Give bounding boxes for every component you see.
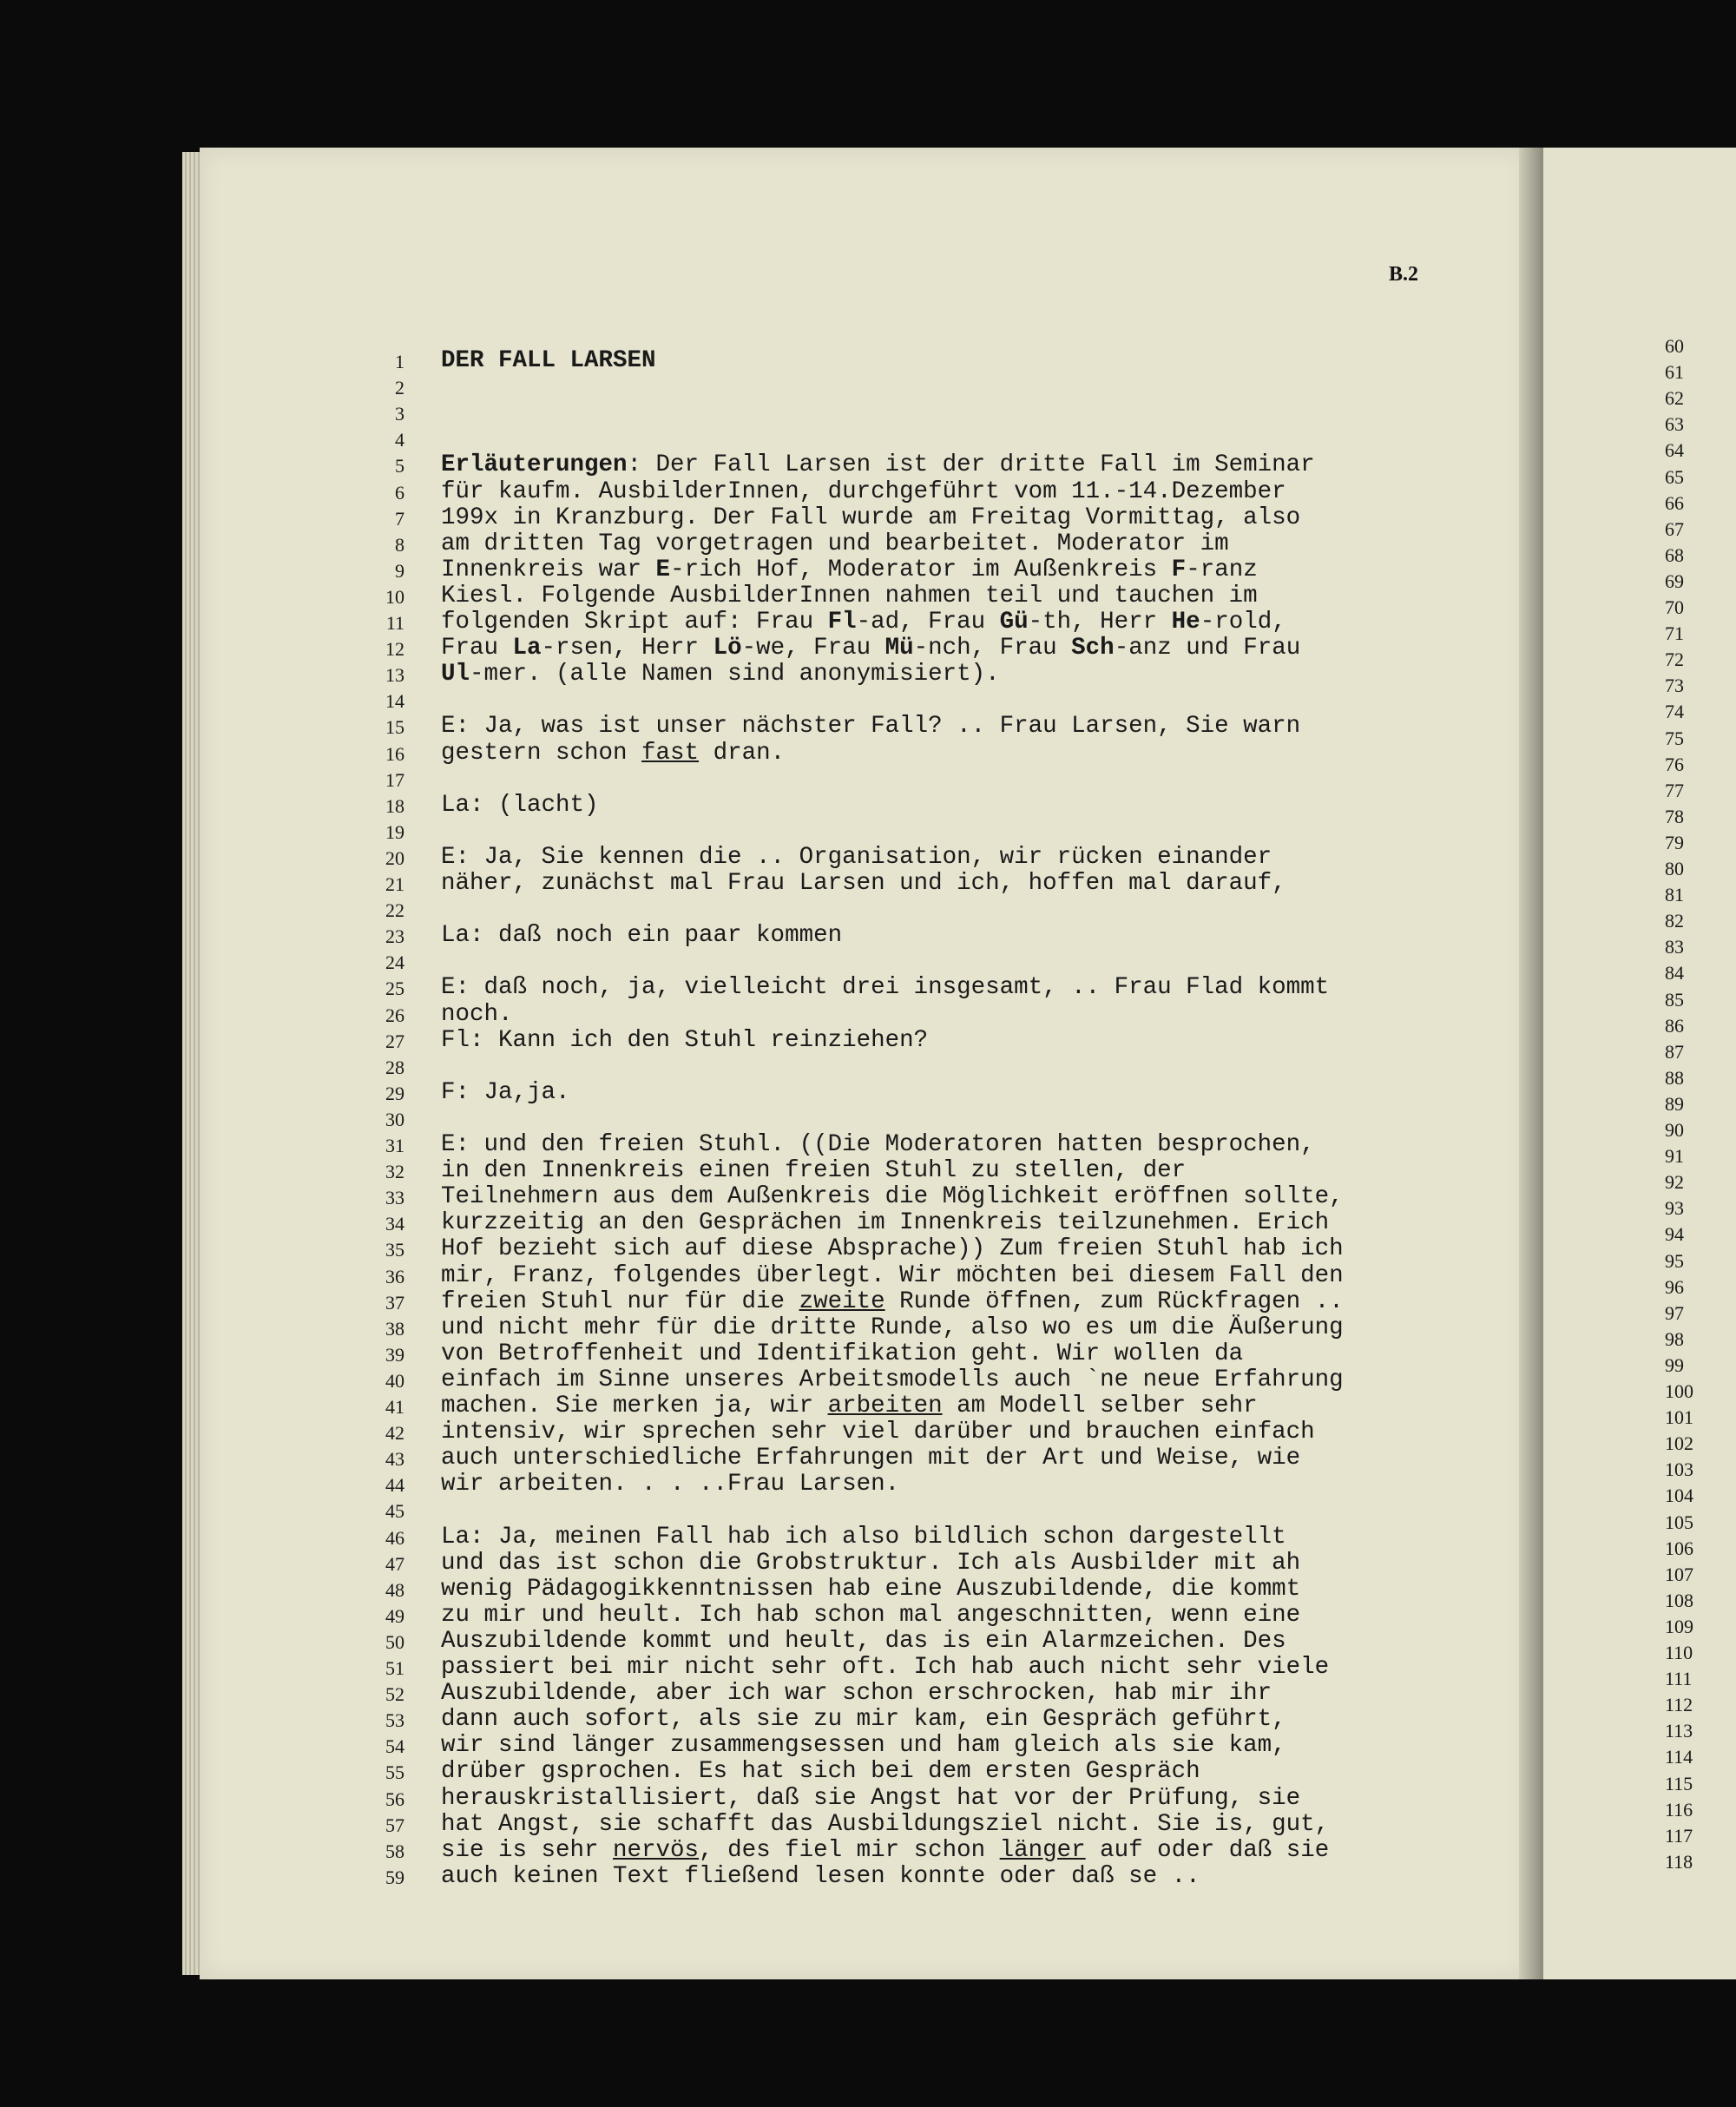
right-line-number: 71	[1665, 622, 1684, 645]
right-line-number: 61	[1665, 361, 1684, 384]
right-page	[1543, 148, 1736, 1979]
right-line-number: 86	[1665, 1014, 1684, 1037]
line-number: 57	[385, 1814, 404, 1836]
right-line-number: 109	[1665, 1615, 1693, 1637]
text-segment: einfach im Sinne unseres Arbeitsmodells auch `ne neue Erfahrung	[441, 1366, 1344, 1393]
line-text	[441, 451, 1315, 478]
text-segment: Teilnehmern aus dem Außenkreis die Möglichkeit eröffnen sollte,	[441, 1183, 1344, 1211]
text-segment: mir, Franz, folgendes überlegt. Wir möchten bei diesem Fall den	[441, 1261, 1344, 1289]
right-line-number: 70	[1665, 596, 1684, 618]
line-number: 38	[385, 1317, 404, 1340]
text-segment: herauskristallisiert, daß sie Angst hat vor der Prüfung, sie	[441, 1784, 1301, 1812]
text-segment: folgenden Skript auf: Frau	[441, 609, 828, 635]
right-line-number: 64	[1665, 439, 1684, 462]
line-number: 35	[385, 1239, 404, 1261]
text-segment: Auszubildende, aber ich war schon erschrocken, hab mir ihr	[441, 1680, 1272, 1708]
line-text	[441, 1628, 1286, 1655]
right-line-number: 78	[1665, 805, 1684, 827]
right-line-number: 89	[1665, 1092, 1684, 1115]
text-segment: Kiesl. Folgende AusbilderInnen nahmen teil und tauchen im	[441, 582, 1258, 609]
bold-text: Mü	[884, 635, 914, 662]
line-number: 43	[385, 1448, 404, 1471]
line-number: 19	[385, 820, 404, 843]
text-segment: in den Innenkreis einen freien Stuhl zu stellen, der	[441, 1157, 1187, 1185]
line-text	[441, 1393, 1258, 1419]
line-number: 58	[385, 1840, 404, 1862]
text-segment: dran.	[699, 739, 786, 767]
text-segment: am dritten Tag vorgetragen und bearbeitet. Moderator im	[441, 530, 1229, 557]
line-number: 5	[395, 455, 404, 477]
line-number: 27	[385, 1030, 404, 1052]
right-line-number: 69	[1665, 570, 1684, 592]
line-text	[441, 740, 785, 767]
line-text	[441, 1288, 1344, 1315]
text-segment: wir arbeiten. . . ..Frau Larsen.	[441, 1471, 900, 1498]
right-line-number: 117	[1665, 1824, 1693, 1847]
line-number: 8	[395, 533, 404, 556]
text-segment: machen. Sie merken ja, wir	[441, 1393, 828, 1419]
line-text	[441, 870, 1286, 897]
line-number: 23	[385, 925, 404, 948]
text-segment: Runde öffnen, zum Rückfragen ..	[884, 1287, 1344, 1315]
right-line-number: 82	[1665, 910, 1684, 932]
text-segment: freien Stuhl nur für die	[441, 1287, 799, 1315]
text-segment: intensiv, wir sprechen sehr viel darüber und brauchen einfach	[441, 1419, 1315, 1446]
line-text	[441, 504, 1300, 531]
text-segment: , des fiel mir schon	[699, 1836, 1000, 1864]
right-line-number: 111	[1665, 1668, 1693, 1690]
line-number: 48	[385, 1578, 404, 1601]
line-text	[441, 1550, 1300, 1577]
bold-text: Lö	[713, 635, 742, 662]
text-segment: E: und den freien Stuhl. ((Die Moderatoren hatten besprochen,	[441, 1131, 1315, 1158]
line-text	[441, 922, 842, 949]
line-text	[441, 635, 1300, 662]
right-line-number: 116	[1665, 1798, 1693, 1821]
text-segment: am Modell selber sehr	[942, 1393, 1258, 1419]
text-segment: und das ist schon die Grobstruktur. Ich als Ausbilder mit ah	[441, 1549, 1301, 1577]
line-number: 37	[385, 1291, 404, 1314]
right-line-number: 83	[1665, 936, 1684, 958]
line-text	[441, 1001, 513, 1028]
right-line-number: 81	[1665, 884, 1684, 906]
bold-text: Ul	[441, 661, 470, 688]
underlined-text: länger	[999, 1836, 1086, 1864]
text-segment: : Der Fall Larsen ist der dritte Fall im Seminar	[627, 451, 1315, 479]
line-number: 10	[385, 585, 404, 608]
line-number: 30	[385, 1108, 404, 1130]
text-segment: -anz und Frau	[1114, 635, 1301, 662]
line-number: 6	[395, 481, 404, 504]
line-number: 17	[385, 768, 404, 791]
text-segment: -rold,	[1200, 609, 1286, 635]
right-line-number: 73	[1665, 675, 1684, 697]
line-number: 49	[385, 1604, 404, 1627]
right-line-number: 62	[1665, 387, 1684, 410]
right-line-number: 75	[1665, 727, 1684, 749]
line-text	[441, 1027, 928, 1054]
underlined-text: fast	[641, 739, 700, 767]
line-number: 4	[395, 429, 404, 451]
line-text	[441, 1706, 1286, 1733]
right-line-number: 96	[1665, 1275, 1684, 1298]
right-line-number: 100	[1665, 1380, 1693, 1402]
line-text	[441, 1262, 1344, 1289]
text-segment: F: Ja,ja.	[441, 1078, 570, 1106]
text-segment: E: daß noch, ja, vielleicht drei insgesamt, .. Frau Flad kommt	[441, 974, 1330, 1002]
right-line-number: 85	[1665, 988, 1684, 1011]
text-segment: Innenkreis war	[441, 556, 656, 583]
line-number: 39	[385, 1343, 404, 1366]
text-segment: Auszubildende kommt und heult, das is ein Alarmzeichen. Des	[441, 1627, 1286, 1655]
line-text	[441, 1445, 1300, 1472]
right-line-number: 113	[1665, 1720, 1693, 1742]
line-number: 14	[385, 690, 404, 713]
underlined-text: zweite	[799, 1287, 885, 1315]
right-line-number: 65	[1665, 465, 1684, 488]
text-segment: -th, Herr	[1028, 609, 1172, 635]
line-number: 22	[385, 899, 404, 922]
line-text	[441, 844, 1272, 871]
line-text	[441, 661, 1000, 688]
bold-text: E	[655, 556, 671, 583]
text-segment: Fl: Kann ich den Stuhl reinziehen?	[441, 1026, 929, 1054]
line-number: 45	[385, 1500, 404, 1523]
right-line-number: 110	[1665, 1642, 1693, 1663]
line-number: 52	[385, 1683, 404, 1706]
line-number: 54	[385, 1735, 404, 1758]
right-line-number: 115	[1665, 1772, 1693, 1794]
text-segment: auf oder daß sie	[1085, 1836, 1330, 1864]
right-line-number: 63	[1665, 413, 1684, 436]
line-number: 13	[385, 664, 404, 687]
text-segment: La: (lacht)	[441, 791, 599, 819]
text-segment: -mer. (alle Namen sind anonymisiert).	[470, 661, 1000, 688]
line-text	[441, 583, 1258, 609]
line-number: 36	[385, 1265, 404, 1287]
line-number: 7	[395, 507, 404, 530]
text-segment: zu mir und heult. Ich hab schon mal angeschnitten, wenn eine	[441, 1601, 1301, 1629]
line-text	[441, 478, 1286, 505]
text-segment: von Betroffenheit und Identifikation geht. Wir wollen da	[441, 1340, 1244, 1367]
line-number: 53	[385, 1709, 404, 1732]
line-text	[441, 1654, 1329, 1681]
line-number: 32	[385, 1161, 404, 1183]
line-number: 31	[385, 1135, 404, 1156]
line-number: 55	[385, 1761, 404, 1784]
text-segment: E: Ja, was ist unser nächster Fall? .. Frau Larsen, Sie warn	[441, 713, 1301, 741]
right-line-number: 94	[1665, 1223, 1684, 1246]
right-line-number: 95	[1665, 1249, 1684, 1272]
text-segment: drüber gsprochen. Es hat sich bei dem ersten Gespräch	[441, 1758, 1200, 1786]
line-text	[441, 1863, 1200, 1890]
text-segment: Hof bezieht sich auf diese Absprache)) Zum freien Stuhl hab ich	[441, 1235, 1344, 1263]
line-number: 21	[385, 873, 404, 895]
text-segment: Frau	[441, 635, 513, 662]
line-text	[441, 1157, 1186, 1184]
bold-text: Erläuterungen	[441, 451, 628, 479]
right-line-number: 80	[1665, 858, 1684, 879]
text-segment: gestern schon	[441, 739, 642, 767]
line-number: 3	[395, 403, 404, 425]
line-number: 29	[385, 1082, 404, 1104]
line-text	[441, 1680, 1272, 1707]
bold-text: DER FALL LARSEN	[441, 347, 656, 374]
text-segment: hat Angst, sie schafft das Ausbildungsziel nicht. Sie is, gut,	[441, 1810, 1330, 1838]
right-line-number: 102	[1665, 1432, 1693, 1455]
right-line-number: 79	[1665, 831, 1684, 853]
right-line-number: 108	[1665, 1589, 1693, 1611]
right-line-number: 84	[1665, 962, 1684, 984]
line-number: 20	[385, 846, 404, 869]
line-number: 40	[385, 1369, 404, 1392]
line-text	[441, 1837, 1329, 1864]
line-number: 16	[385, 742, 404, 765]
line-number: 56	[385, 1788, 404, 1810]
text-segment: -we, Frau	[741, 635, 885, 662]
right-line-number: 74	[1665, 701, 1684, 723]
right-line-number: 66	[1665, 491, 1684, 514]
text-segment: passiert bei mir nicht sehr oft. Ich hab auch nicht sehr viele	[441, 1654, 1330, 1681]
line-number: 50	[385, 1630, 404, 1653]
line-text	[441, 1732, 1286, 1759]
line-text	[441, 792, 599, 819]
line-number: 11	[385, 612, 404, 634]
text-segment: für kaufm. AusbilderInnen, durchgeführt vom 11.-14.Dezember	[441, 477, 1286, 505]
line-text	[441, 1471, 899, 1498]
line-text	[441, 1314, 1344, 1341]
right-line-number: 107	[1665, 1563, 1693, 1585]
line-number: 46	[385, 1526, 404, 1549]
text-segment: auch keinen Text fließend lesen konnte oder daß se ..	[441, 1862, 1200, 1890]
line-text	[441, 347, 656, 374]
text-segment: noch.	[441, 1000, 513, 1028]
bold-text: Sch	[1071, 635, 1115, 662]
line-number: 28	[385, 1056, 404, 1078]
line-text	[441, 1602, 1300, 1629]
line-number: 9	[395, 559, 404, 582]
line-text	[441, 556, 1258, 583]
text-segment: -ad, Frau	[856, 609, 1000, 635]
text-segment: -rsen, Herr	[541, 635, 713, 662]
line-text	[441, 1576, 1300, 1603]
line-text	[441, 1209, 1329, 1236]
right-line-number: 114	[1665, 1746, 1693, 1768]
text-segment: E: Ja, Sie kennen die .. Organisation, wir rücken einander	[441, 843, 1272, 871]
text-segment: La: Ja, meinen Fall hab ich also bildlich schon dargestellt	[441, 1523, 1286, 1551]
bold-text: He	[1171, 609, 1200, 635]
right-line-number: 67	[1665, 517, 1684, 540]
line-number: 59	[385, 1866, 404, 1888]
right-line-number: 103	[1665, 1458, 1693, 1481]
line-number: 12	[385, 638, 404, 661]
underlined-text: nervös	[613, 1836, 700, 1864]
text-segment: 199x in Kranzburg. Der Fall wurde am Freitag Vormittag, also	[441, 504, 1301, 531]
bold-text: Gü	[999, 609, 1029, 635]
right-line-number: 60	[1665, 335, 1684, 357]
line-number: 26	[385, 1004, 404, 1026]
right-line-number: 91	[1665, 1145, 1684, 1168]
line-number: 1	[395, 351, 404, 372]
line-text	[441, 1079, 570, 1106]
line-number: 15	[385, 716, 404, 739]
line-number: 34	[385, 1213, 404, 1235]
bold-text: Fl	[827, 609, 857, 635]
bold-text: La	[512, 635, 542, 662]
line-text	[441, 1366, 1344, 1393]
text-segment: -ranz	[1186, 556, 1258, 583]
line-number: 41	[385, 1396, 404, 1418]
right-line-number: 97	[1665, 1301, 1684, 1324]
line-text	[441, 1131, 1315, 1158]
line-number: 33	[385, 1187, 404, 1209]
bold-text: F	[1171, 556, 1187, 583]
line-number: 18	[385, 794, 404, 817]
book-gutter	[1519, 148, 1543, 1979]
right-line-number: 112	[1665, 1694, 1693, 1716]
line-text	[441, 530, 1229, 557]
text-segment: wir sind länger zusammengsessen und ham gleich als sie kam,	[441, 1732, 1286, 1760]
text-segment: dann auch sofort, als sie zu mir kam, ein Gespräch geführt,	[441, 1706, 1286, 1734]
line-number: 44	[385, 1474, 404, 1497]
line-number: 42	[385, 1422, 404, 1445]
right-line-number: 93	[1665, 1197, 1684, 1220]
line-number: 2	[395, 377, 404, 399]
text-segment: -nch, Frau	[913, 635, 1072, 662]
right-line-number: 105	[1665, 1511, 1693, 1533]
text-segment: La: daß noch ein paar kommen	[441, 922, 843, 950]
line-text	[441, 1758, 1200, 1785]
line-text	[441, 1419, 1315, 1445]
line-text	[441, 1811, 1329, 1838]
line-number: 25	[385, 978, 404, 1000]
right-line-number: 76	[1665, 753, 1684, 775]
page-id: B.2	[1389, 263, 1419, 286]
right-line-number: 92	[1665, 1171, 1684, 1194]
line-text	[441, 974, 1329, 1001]
line-number: 51	[385, 1657, 404, 1679]
right-line-number: 98	[1665, 1327, 1684, 1350]
line-number: 47	[385, 1552, 404, 1575]
text-segment: sie is sehr	[441, 1836, 614, 1864]
right-line-number: 68	[1665, 543, 1684, 566]
right-line-number: 118	[1665, 1850, 1693, 1873]
text-segment: wenig Pädagogikkenntnissen hab eine Auszubildende, die kommt	[441, 1575, 1301, 1603]
right-line-number: 88	[1665, 1066, 1684, 1089]
line-number: 24	[385, 951, 404, 974]
text-segment: auch unterschiedliche Erfahrungen mit der Art und Weise, wie	[441, 1445, 1301, 1472]
line-text	[441, 1235, 1344, 1262]
text-segment: kurzzeitig an den Gesprächen im Innenkreis teilzunehmen. Erich	[441, 1209, 1330, 1237]
right-line-number: 90	[1665, 1119, 1684, 1141]
line-text	[441, 1340, 1243, 1367]
text-segment: näher, zunächst mal Frau Larsen und ich, hoffen mal darauf,	[441, 870, 1286, 897]
underlined-text: arbeiten	[827, 1393, 943, 1419]
line-text	[441, 1524, 1286, 1551]
right-line-number: 87	[1665, 1040, 1684, 1063]
right-line-number: 99	[1665, 1353, 1684, 1376]
right-line-number: 72	[1665, 649, 1684, 671]
line-text	[441, 1785, 1300, 1812]
right-line-number: 101	[1665, 1406, 1693, 1429]
text-segment: und nicht mehr für die dritte Runde, also wo es um die Äußerung	[441, 1314, 1344, 1341]
right-line-number: 104	[1665, 1485, 1693, 1507]
right-line-number: 106	[1665, 1537, 1693, 1559]
line-text	[441, 1183, 1344, 1210]
line-text	[441, 609, 1286, 635]
right-line-number: 77	[1665, 779, 1684, 801]
line-text	[441, 713, 1300, 740]
text-segment: -rich Hof, Moderator im Außenkreis	[670, 556, 1172, 583]
